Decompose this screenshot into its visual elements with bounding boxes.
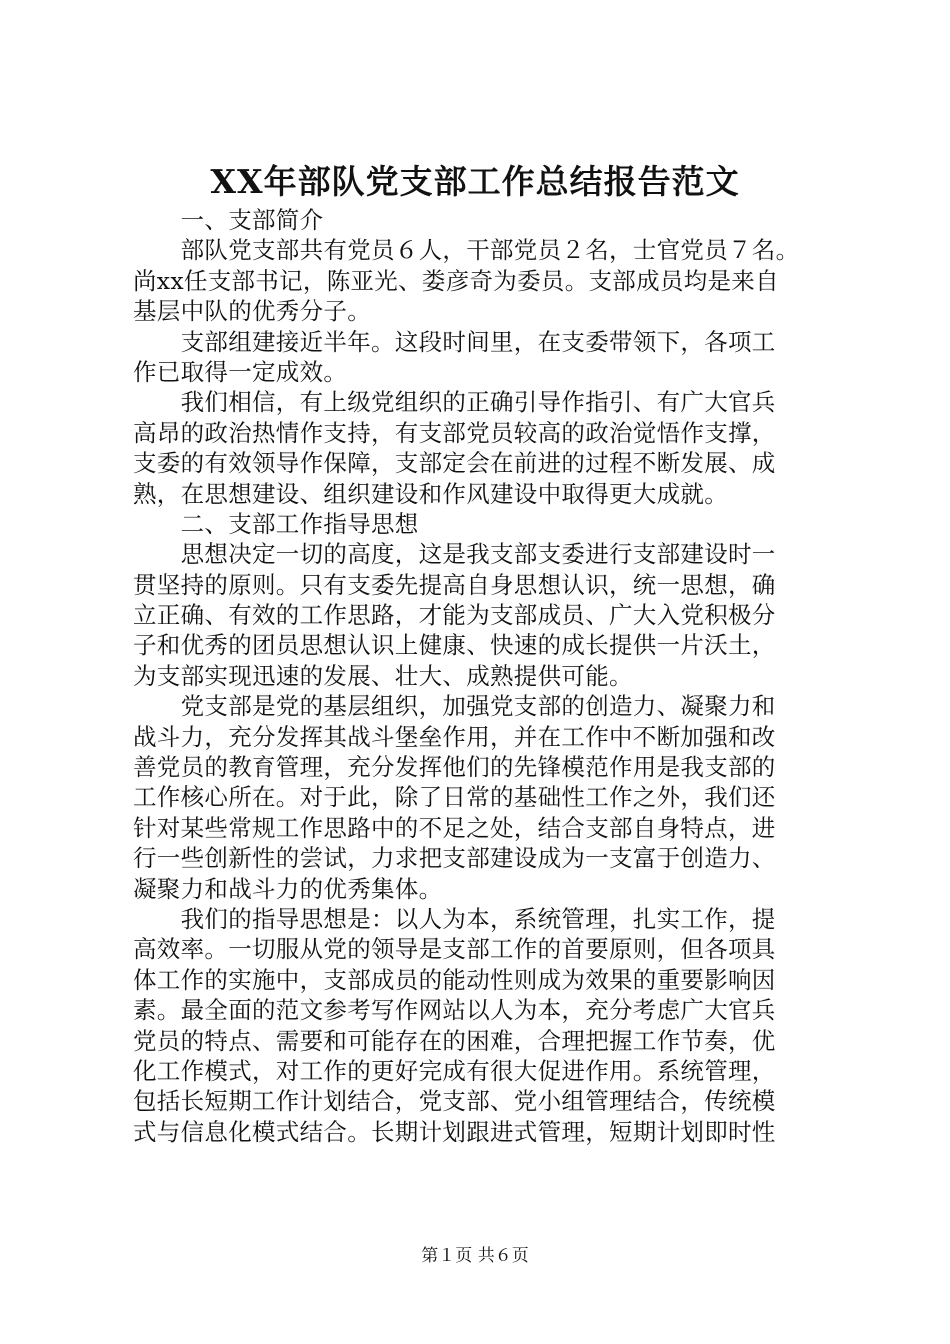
text-line: 党员的特点、需要和可能存在的困难，合理把握工作节奏，优 [133,1026,776,1055]
document-body [133,205,833,1147]
text-line: 化工作模式，对工作的更好完成有很大促进作用。系统管理， [133,1056,776,1085]
text-line: 高昂的政治热情作支持，有支部党员较高的政治觉悟作支撑， [133,418,776,447]
text-line: 支部组建接近半年。这段时间里，在支委带领下，各项工 [133,327,776,356]
text-line: 部队党支部共有党员６人，干部党员２名，士官党员７名。 [133,236,800,265]
text-line: 式与信息化模式结合。长期计划跟进式管理，短期计划即时性 [133,1117,776,1146]
text-line: 尚xx任支部书记，陈亚光、娄彦奇为委员。支部成员均是来自 [133,266,779,295]
text-line: 包括长短期工作计划结合，党支部、党小组管理结合，传统模 [133,1087,776,1116]
text-line: 工作核心所在。对于此，除了日常的基础性工作之外，我们还 [133,783,776,812]
text-line: 子和优秀的团员思想认识上健康、快速的成长提供一片沃土， [133,631,776,660]
text-line: 善党员的教育管理，充分发挥他们的先锋模范作用是我支部的 [133,753,776,782]
text-line: 体工作的实施中，支部成员的能动性则成为效果的重要影响因 [133,965,776,994]
text-line: 战斗力，充分发挥其战斗堡垒作用，并在工作中不断加强和改 [133,722,776,751]
text-line: 党支部是党的基层组织，加强党支部的创造力、凝聚力和 [133,692,776,721]
text-line: 素。最全面的范文参考写作网站以人为本，充分考虑广大官兵 [133,996,776,1025]
text-line: 我们相信，有上级党组织的正确引导作指引、有广大官兵 [133,388,776,417]
text-line: 熟，在思想建设、组织建设和作风建设中取得更大成就。 [133,479,728,508]
text-line: 贯坚持的原则。只有支委先提高自身思想认识，统一思想，确 [133,570,776,599]
text-line: 一、支部简介 [133,206,324,234]
text-line: 立正确、有效的工作思路，才能为支部成员、广大入党积极分 [133,601,776,630]
text-line: 我们的指导思想是：以人为本，系统管理，扎实工作，提 [133,904,776,933]
text-line: 凝聚力和战斗力的优秀集体。 [133,874,443,903]
text-line: 支委的有效领导作保障，支部定会在前进的过程不断发展、成 [133,449,776,478]
text-line: 高效率。一切服从党的领导是支部工作的首要原则，但各项具 [133,935,776,964]
text-line: 作已取得一定成效。 [133,357,348,386]
text-line: 思想决定一切的高度，这是我支部支委进行支部建设时一 [133,540,776,569]
text-line: 为支部实现迅速的发展、壮大、成熟提供可能。 [133,661,633,690]
text-line: 二、支部工作指导思想 [133,509,419,538]
text-line: 基层中队的优秀分子。 [133,297,371,326]
page-footer: 第１页 共６页 [421,1246,529,1266]
text-line: 针对某些常规工作思路中的不足之处，结合支部自身特点，进 [133,813,776,842]
document-title: XX年部队党支部工作总结报告范文 [210,162,740,201]
text-line: 行一些创新性的尝试，力求把支部建设成为一支富于创造力、 [133,844,776,873]
